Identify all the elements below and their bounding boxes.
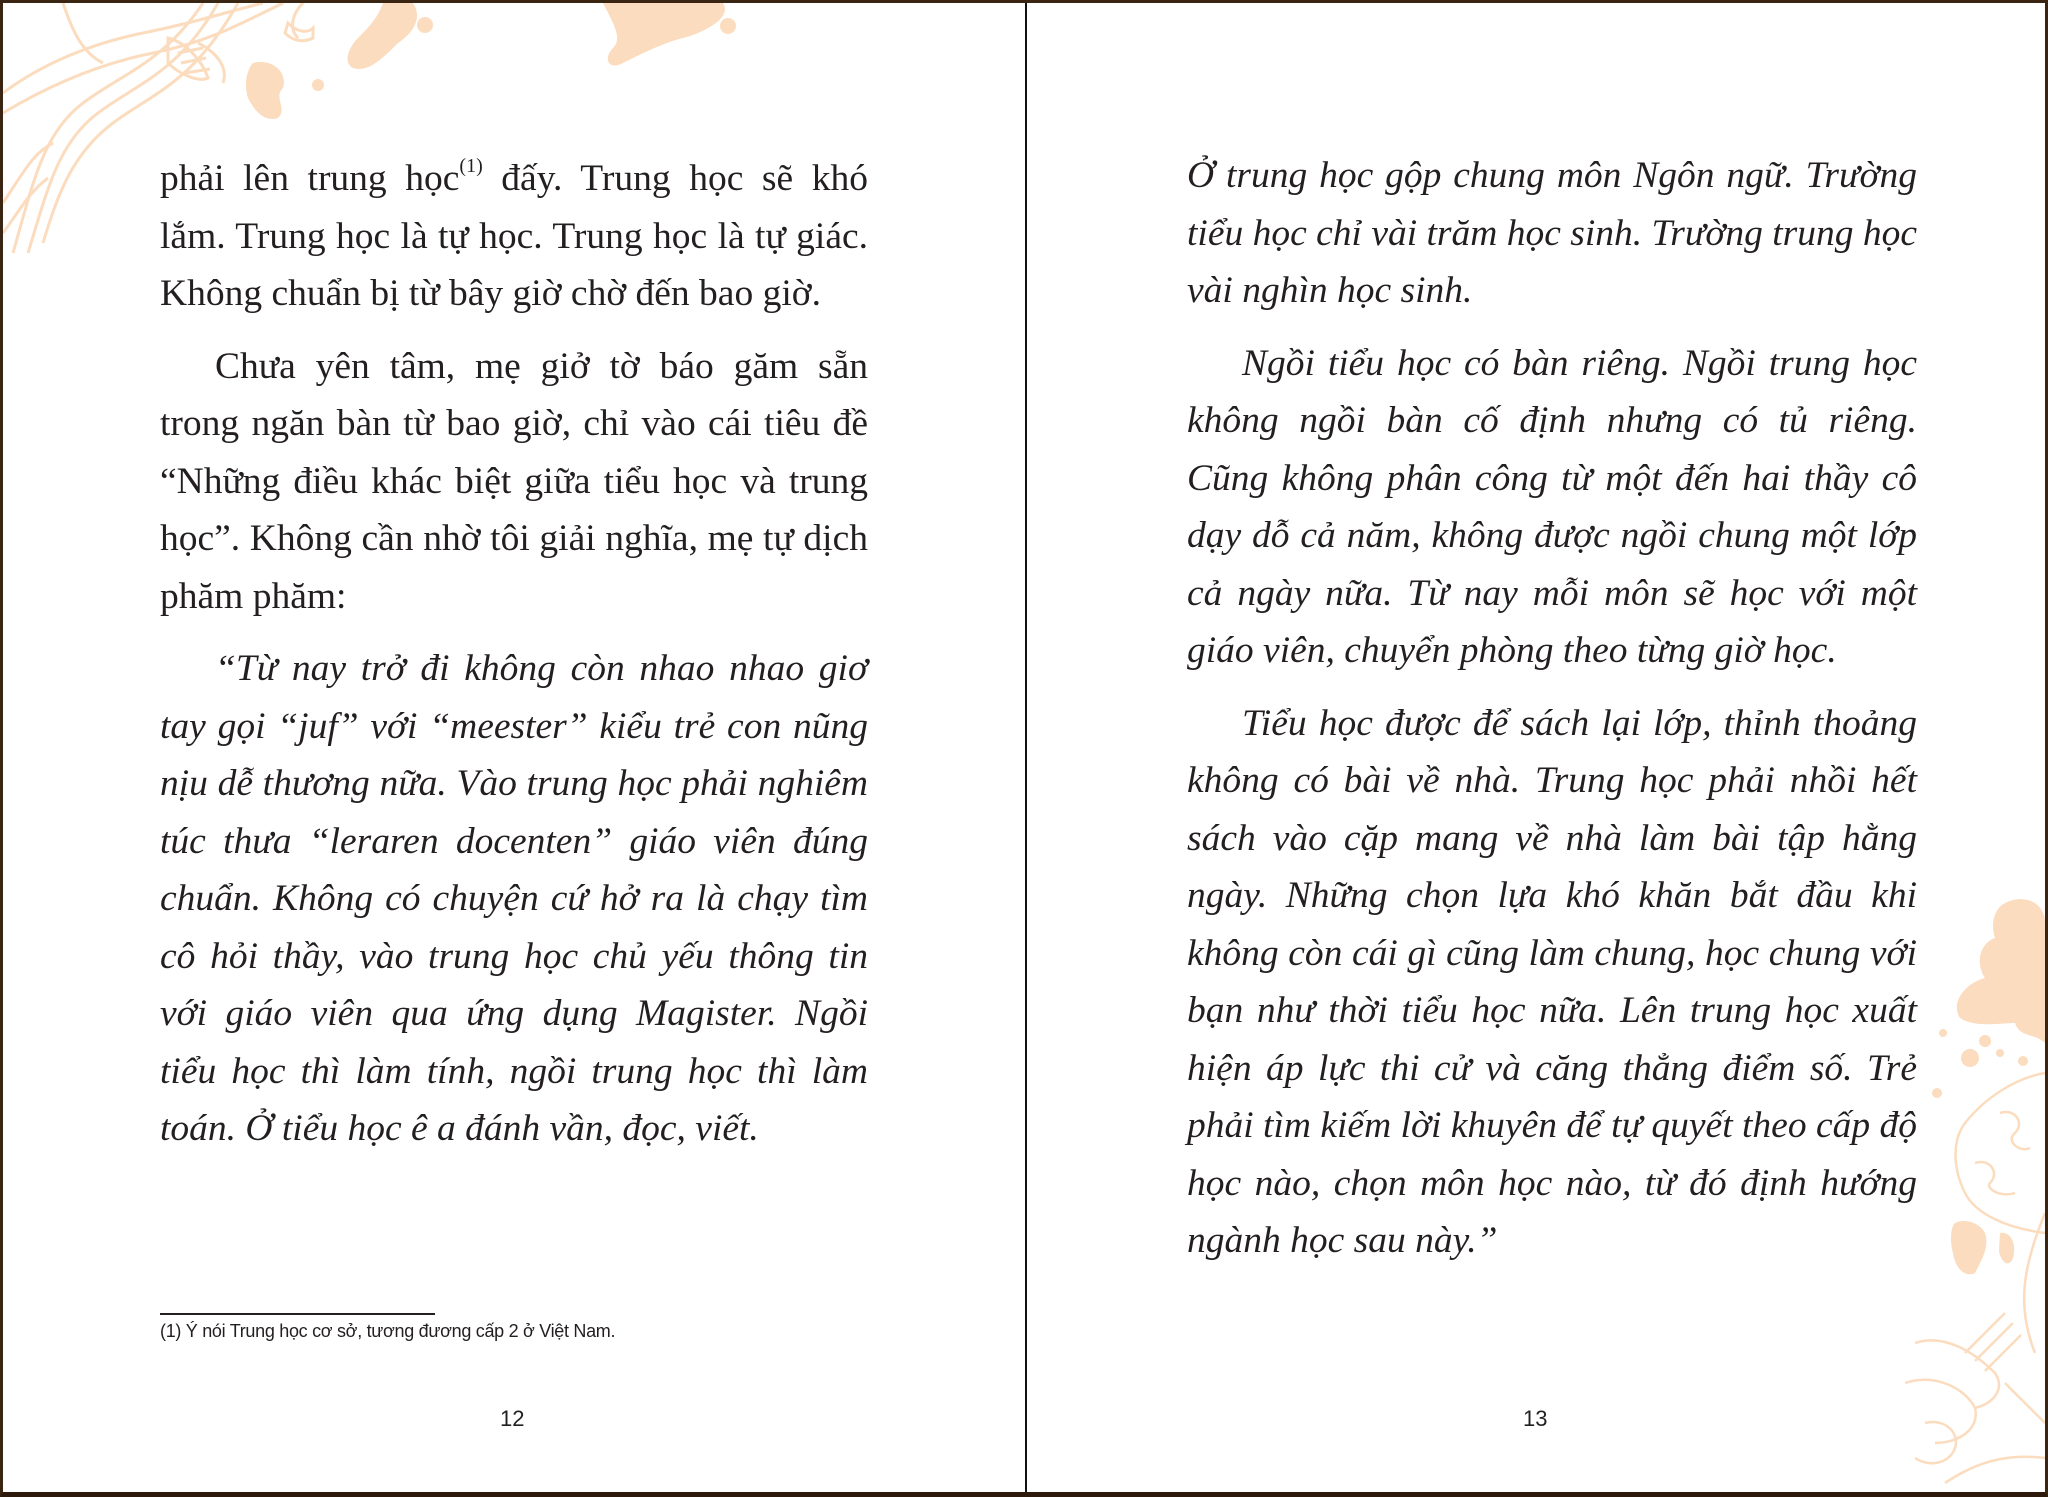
left-page: [3, 3, 1025, 1492]
food-illustration-bottom-right-icon: [1905, 883, 2045, 1492]
right-page-body: [1187, 147, 1917, 1270]
right-page: [1027, 3, 2045, 1492]
quoted-paragraph: Ngồi tiểu học có bàn riêng. Ngồi trung học không ngồi bàn cố định nhưng có tủ riêng. Cũng không phân công từ một đến hai thầy cô dạy dỗ cả năm, không được ngồi chung một lớp cả ngày nữa. Từ nay mỗi môn sẽ học với một giáo viên, chuyển phòng theo từng giờ học.: [1187, 342, 1917, 671]
paragraph-text: đấy. Trung học sẽ khó lắm. Trung học là tự học. Trung học là tự giác. Không chuẩn bị từ bây giờ chờ đến bao giờ.: [160, 158, 868, 314]
paragraph: [160, 150, 868, 323]
page-number: 12: [500, 1406, 525, 1431]
quoted-paragraph: Ở trung học gộp chung môn Ngôn ngữ. Trường tiểu học chỉ vài trăm học sinh. Trường trung học vài nghìn học sinh.: [1187, 155, 1918, 311]
footnote-divider: [160, 1313, 435, 1315]
quoted-paragraph: Tiểu học được để sách lại lớp, thỉnh thoảng không có bài về nhà. Trung học phải nhồi hết sách vào cặp mang về nhà làm bài tập hằng ngày. Những chọn lựa khó khăn bắt đầu khi không còn cái gì cũng làm chung, học chung với bạn như thời tiểu học nữa. Lên trung học xuất hiện áp lực thi cử và căng thẳng điểm số. Trẻ phải tìm kiếm lời khuyên để tự quyết theo cấp độ học nào, chọn môn học nào, từ đó định hướng ngành học sau này.”: [1187, 702, 1917, 1261]
footnote: (1) Ý nói Trung học cơ sở, tương đương cấp 2 ở Việt Nam.: [160, 1321, 616, 1341]
paragraph-text: phải lên trung học: [160, 158, 460, 199]
quoted-paragraph: “Từ nay trở đi không còn nhao nhao giơ tay gọi “juf” với “meester” kiểu trẻ con nũng nịu dễ thương nữa. Vào trung học phải nghiêm túc thưa “leraren docenten” giáo viên đúng chuẩn. Không có chuyện cứ hở ra là chạy tìm cô hỏi thầy, vào trung học chủ yếu thông tin với giáo viên qua ứng dụng Magister. Ngồi tiểu học thì làm tính, ngồi trung học thì làm toán. Ở tiểu học ê a đánh vần, đọc, viết.: [160, 648, 868, 1149]
page-number: 13: [1523, 1406, 1548, 1431]
paragraph: Chưa yên tâm, mẹ giở tờ báo găm sẵn trong ngăn bàn từ bao giờ, chỉ vào cái tiêu đề “Những điều khác biệt giữa tiểu học và trung học”. Không cần nhờ tôi giải nghĩa, mẹ tự dịch phăm phăm:: [160, 345, 868, 617]
left-page-body: [160, 150, 868, 1158]
footnote-reference[interactable]: (1): [459, 155, 483, 177]
